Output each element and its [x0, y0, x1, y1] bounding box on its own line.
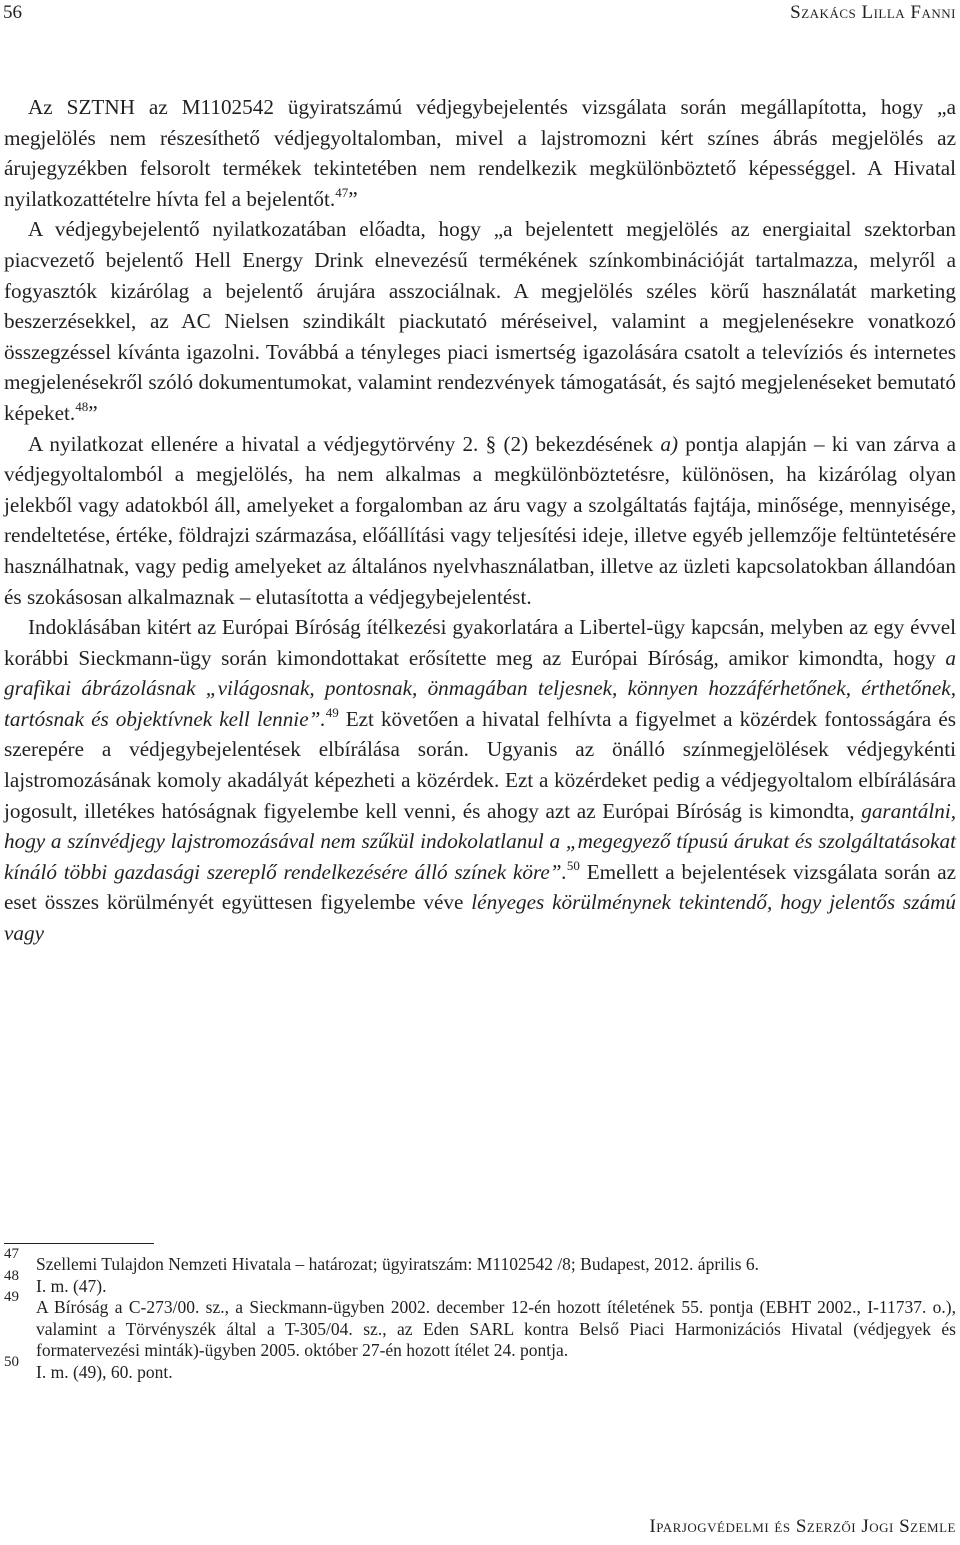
footnotes — [4, 1246, 956, 1384]
paragraph-4-text-c: Emellett a bejelentések vizsgálata során az eset összes körülményét együttesen figyelembe véve — [4, 859, 956, 915]
footnote-number: 48 — [4, 1267, 19, 1284]
footnote-number: 49 — [4, 1289, 19, 1306]
footnote — [4, 1267, 956, 1298]
paragraph-4-emphasis-3: lényeges körülménynek tekintendő, hogy jelentős számú vagy — [4, 890, 956, 946]
footnote-divider — [4, 1243, 154, 1244]
paragraph-1 — [4, 92, 956, 214]
paragraph-4-text-a: Indoklásában kitért az Európai Bíróság ítélkezési gyakorlatára a Libertel-ügy kapcsán, melyben az egy évvel korábbi Sieckmann-ügy során kimondottakat erősítette meg az Európai Bíróság, amikor kimondta, hogy — [4, 615, 956, 670]
closing-quote: ” — [88, 400, 98, 425]
footnote-ref-49[interactable]: 49 — [325, 704, 339, 720]
footnote-text: Szellemi Tulajdon Nemzeti Hivatala – határozat; ügyiratszám: M1102542 /8; Budapest, 2012. április 6. — [36, 1254, 760, 1274]
footnote-ref-50[interactable]: 50 — [566, 857, 580, 873]
footnote-number: 50 — [4, 1353, 19, 1370]
footnote — [4, 1353, 956, 1384]
closing-quote: ” — [348, 186, 358, 211]
paragraph-3-emphasis: a) — [660, 431, 679, 456]
paragraph-4-emphasis-1: a grafikai ábrázolásnak „világosnak, pontosnak, önmagában teljesnek, könnyen hozzáférhetőnek, érthetőnek, tartósnak és objektívnek kell lennie”. — [4, 645, 956, 731]
paragraph-4-text-b: Ezt követően a hivatal felhívta a figyelmet a közérdek fontosságára és szerepére a védjegybejelentések elbírálása során. Ugyanis az önálló színmegjelölések védjegykénti lajstromozásának komoly akadályát képezheti a közérdek. Ezt a közérdeket pedig a védjegyoltalom elbírálására jogosult, illetékes hatóságnak figyelembe kell venni, és ahogy azt az Európai Bíróság is kimondta, — [4, 706, 956, 823]
paragraph-3-text-b: pontja alapján – ki van zárva a védjegyoltalomból a megjelölés, ha nem alkalmas a megkülönböztetésre, különösen, ha kizárólag olyan jelekből vagy adatokból áll, amelyeket a forgalomban az áru vagy a szolgáltatás fajtája, minősége, mennyisége, rendeltetése, értéke, földrajzi származása, előállítási vagy teljesítési ideje, illetve egyéb jellemzője feltüntetésére használhatnak, vagy pedig amelyeket az általános nyelvhasználatban, illetve az üzleti kapcsolatokban állandóan és szokásosan alkalmaznak – elutasította a védjegybejelentést. — [4, 431, 956, 609]
running-head-author: Szakács Lilla Fanni — [790, 2, 956, 23]
paragraph-2-text: A védjegybejelentő nyilatkozatában előadta, hogy „a bejelentett megjelölés az energiaital szektorban piacvezető bejelentő Hell Energy Drink elnevezésű termékének színkombinációját tartalmazza, melyről a fogyasztók kizárólag a bejelentő árujára asszociálnak. A megjelölés széles körű használatát marketing beszerzésekkel, az AC Nielsen szindikált piackutató méréseivel, valamint a megjelenésekre vonatkozó összegzéssel kívánta igazolni. Továbbá a tényleges piaci ismertség igazolására csatolt a televíziós és internetes megjelenésekről szóló dokumentumokat, valamint rendezvények támogatását, és sajtó megjelenéseket bemutató képeket. — [4, 217, 956, 425]
footnote-ref-48[interactable]: 48 — [75, 398, 89, 414]
footnote-number: 47 — [4, 1246, 19, 1262]
paragraph-4 — [4, 612, 956, 949]
paragraph-3 — [4, 429, 956, 613]
footnote-text: I. m. (49), 60. pont. — [36, 1361, 173, 1382]
journal-title: Iparjogvédelmi és Szerzői Jogi Szemle — [649, 1516, 956, 1537]
paragraph-3-text-a: A nyilatkozat ellenére a hivatal a védjegytörvény 2. § (2) bekezdésének — [28, 431, 661, 456]
paragraph-4-emphasis-2: garantálni, hogy a színvédjegy lajstromozásával nem szűkül indokolatlanul a „megegyező típusú árukat és szolgáltatásokat kínáló többi gazdasági szereplő rendelkezésére álló színek köre”. — [4, 798, 956, 884]
footnote — [4, 1289, 956, 1362]
paragraph-2 — [4, 214, 956, 428]
page-number: 56 — [3, 2, 22, 23]
paragraph-1-text: Az SZTNH az M1102542 ügyiratszámú védjegybejelentés vizsgálata során megállapította, hogy „a megjelölés nem részesíthető védjegyoltalomban, mivel a lajstromozni kért színes ábrás megjelölés az árujegyzékben felsorolt termékek tekintetében nem rendelkezik megkülönböztető képességgel. A Hivatal nyilatkozattételre hívta fel a bejelentőt. — [4, 95, 956, 211]
footnote — [4, 1246, 956, 1276]
body-text — [4, 92, 956, 949]
footnote-text: A Bíróság a C-273/00. sz., a Sieckmann-ügyben 2002. december 12-én hozott ítéletének 55. pontja (EBHT 2002., I-11737. o.), valamint a Törvényszék által a T-305/04. sz., az Eden SARL kontra Belső Piaci Harmonizációs Hivatal (védjegyek és formatervezési minták)-ügyben 2005. október 27-én hozott ítélet 24. pontja. — [36, 1297, 956, 1361]
footnote-ref-47[interactable]: 47 — [335, 184, 349, 200]
footnote-text: I. m. (47). — [36, 1275, 107, 1296]
